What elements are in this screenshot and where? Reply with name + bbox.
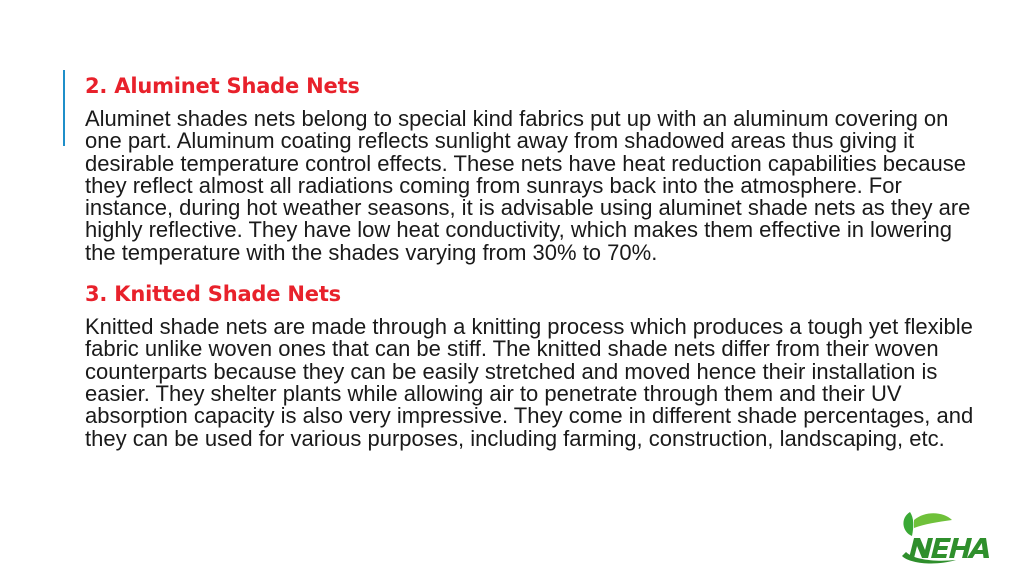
section-heading-aluminet: 2. Aluminet Shade Nets (85, 74, 360, 98)
accent-bar (63, 70, 65, 146)
neha-logo (896, 506, 1006, 568)
leaf-logo-icon (896, 506, 1006, 568)
section-knitted (85, 280, 985, 450)
section-body-aluminet: Aluminet shades nets belong to special kind fabrics put up with an aluminum covering on one part. Aluminum coating reflects sunlight away from shadowed areas thus giving it desirable temperature control effects. These nets have heat reduction capabilities because they reflect almost all radiations coming from sunrays back into the atmosphere. For instance, during hot weather seasons, it is advisable using aluminet shade nets as they are highly reflective. They have low heat conductivity, which makes them effective in lowering the temperature with the shades varying from 30% to 70%. (85, 106, 971, 265)
document-content (85, 72, 985, 450)
section-aluminet (85, 72, 985, 264)
section-body-knitted: Knitted shade nets are made through a knitting process which produces a tough yet flexible fabric unlike woven ones that can be stiff. The knitted shade nets differ from their woven counterparts because they can be easily stretched and moved hence their installation is easier. They shelter plants while allowing air to penetrate through them and their UV absorption capacity is also very impressive. They come in different shade percentages, and they can be used for various purposes, including farming, construction, landscaping, etc. (85, 314, 974, 451)
section-heading-knitted: 3. Knitted Shade Nets (85, 282, 341, 307)
